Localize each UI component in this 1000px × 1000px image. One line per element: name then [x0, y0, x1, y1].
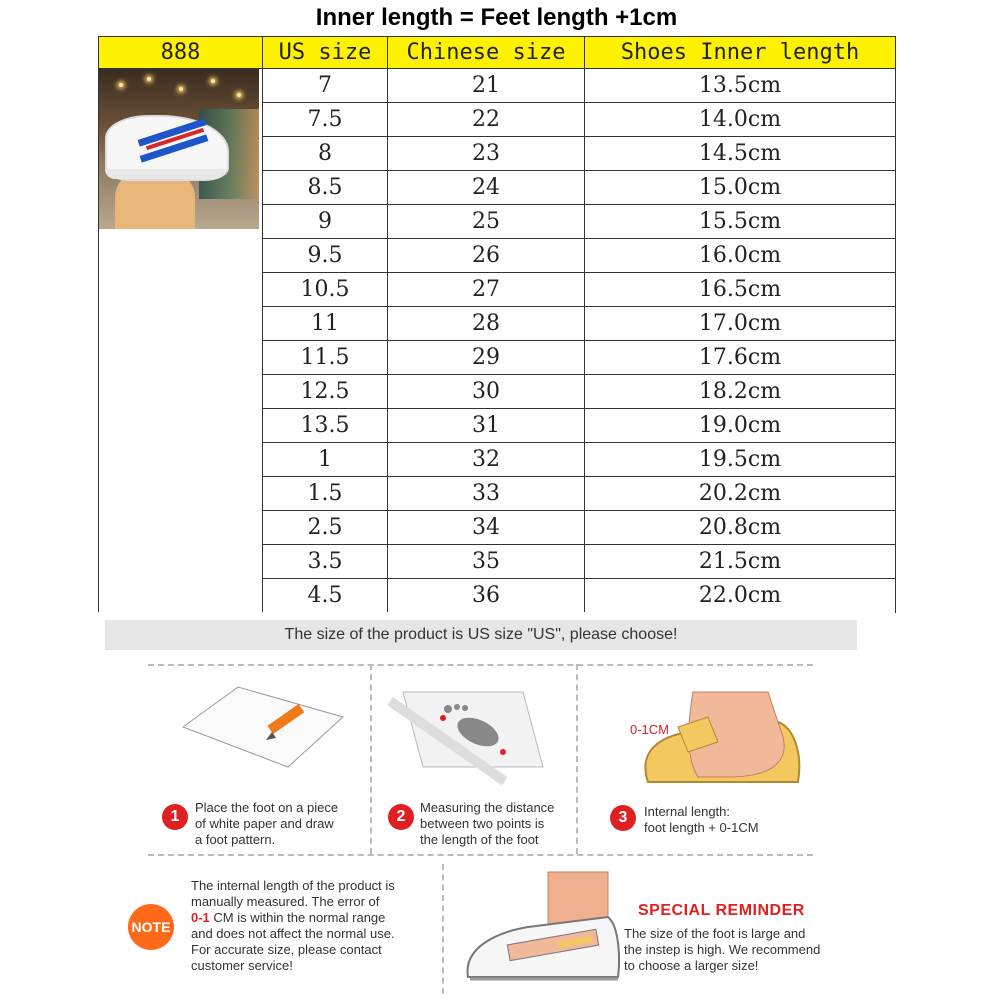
step-3-badge: 3: [610, 805, 636, 831]
divider: [370, 664, 372, 854]
us-size-cell: 9.5: [263, 239, 388, 273]
us-size-cell: 13.5: [263, 409, 388, 443]
chart-title: Inner length = Feet length +1cm: [315, 4, 678, 31]
chinese-size-cell: 27: [388, 273, 585, 307]
size-chart: [98, 0, 895, 612]
error-range: 0-1: [191, 910, 210, 925]
inner-length-cell: 16.0cm: [585, 239, 896, 273]
us-size-cell: 7: [263, 69, 388, 103]
divider: [442, 864, 444, 994]
us-size-cell: 12.5: [263, 375, 388, 409]
measurement-guide: [98, 612, 895, 1000]
chinese-size-cell: 29: [388, 341, 585, 375]
inner-length-cell: 15.5cm: [585, 205, 896, 239]
us-size-cell: 1.5: [263, 477, 388, 511]
chinese-size-cell: 32: [388, 443, 585, 477]
special-reminder-text: The size of the foot is large and the instep is high. We recommend to choose a larger size!: [624, 926, 821, 973]
inner-length-cell: 17.6cm: [585, 341, 896, 375]
inner-length-cell: 14.5cm: [585, 137, 896, 171]
us-size-cell: 9: [263, 205, 388, 239]
product-photo-cell: [99, 69, 263, 613]
us-size-cell: 8: [263, 137, 388, 171]
us-size-cell: 4.5: [263, 579, 388, 613]
chinese-size-cell: 33: [388, 477, 585, 511]
header-us-size: US size: [263, 37, 388, 69]
inner-length-cell: 22.0cm: [585, 579, 896, 613]
inner-length-cell: 17.0cm: [585, 307, 896, 341]
us-size-cell: 8.5: [263, 171, 388, 205]
chinese-size-cell: 25: [388, 205, 585, 239]
chinese-size-cell: 24: [388, 171, 585, 205]
us-size-cell: 10.5: [263, 273, 388, 307]
chinese-size-cell: 22: [388, 103, 585, 137]
chinese-size-cell: 28: [388, 307, 585, 341]
inner-length-cell: 19.5cm: [585, 443, 896, 477]
inner-length-cell: 18.2cm: [585, 375, 896, 409]
range-label: 0-1CM: [630, 722, 670, 737]
table-row: [99, 69, 896, 103]
chinese-size-cell: 36: [388, 579, 585, 613]
inner-length-cell: 21.5cm: [585, 545, 896, 579]
inner-length-cell: 15.0cm: [585, 171, 896, 205]
step-1-text: Place the foot on a piece of white paper and draw a foot pattern.: [195, 800, 339, 847]
inner-length-cell: 20.2cm: [585, 477, 896, 511]
step-2-badge: 2: [388, 804, 414, 830]
table-header-row: [99, 37, 896, 69]
special-reminder-title: SPECIAL REMINDER: [638, 902, 805, 919]
header-chinese-size: Chinese size: [388, 37, 585, 69]
divider: [576, 664, 578, 854]
inner-length-cell: 14.0cm: [585, 103, 896, 137]
chinese-size-cell: 35: [388, 545, 585, 579]
ruler-footprint-icon: [383, 677, 563, 787]
step-3-text: Internal length: foot length + 0-1CM: [644, 804, 759, 835]
us-size-cell: 1: [263, 443, 388, 477]
inner-length-cell: 20.8cm: [585, 511, 896, 545]
note-text: The internal length of the product is manually measured. The error of 0-1 CM is within the normal range and does not affect the normal use. For accurate size, please contact customer service!: [191, 878, 395, 973]
paper-pencil-icon: [178, 682, 348, 777]
step-2-text: Measuring the distance between two points is the length of the foot: [420, 800, 555, 847]
us-size-cell: 11.5: [263, 341, 388, 375]
guide-banner: The size of the product is US size "US", please choose!: [105, 620, 857, 650]
size-table: [98, 36, 896, 613]
inner-length-cell: 19.0cm: [585, 409, 896, 443]
us-size-cell: 2.5: [263, 511, 388, 545]
chinese-size-cell: 30: [388, 375, 585, 409]
note-badge: NOTE: [128, 904, 174, 950]
inner-length-cell: 13.5cm: [585, 69, 896, 103]
inner-length-cell: 16.5cm: [585, 273, 896, 307]
us-size-cell: 7.5: [263, 103, 388, 137]
chinese-size-cell: 34: [388, 511, 585, 545]
divider: [148, 854, 813, 856]
step-1-badge: 1: [162, 804, 188, 830]
header-inner-length: Shoes Inner length: [585, 37, 896, 69]
us-size-cell: 3.5: [263, 545, 388, 579]
chinese-size-cell: 31: [388, 409, 585, 443]
chinese-size-cell: 23: [388, 137, 585, 171]
product-photo: [99, 69, 259, 229]
divider: [148, 664, 813, 666]
high-instep-shoe-icon: [458, 867, 623, 992]
chinese-size-cell: 26: [388, 239, 585, 273]
header-model: 888: [99, 37, 263, 69]
us-size-cell: 11: [263, 307, 388, 341]
chinese-size-cell: 21: [388, 69, 585, 103]
